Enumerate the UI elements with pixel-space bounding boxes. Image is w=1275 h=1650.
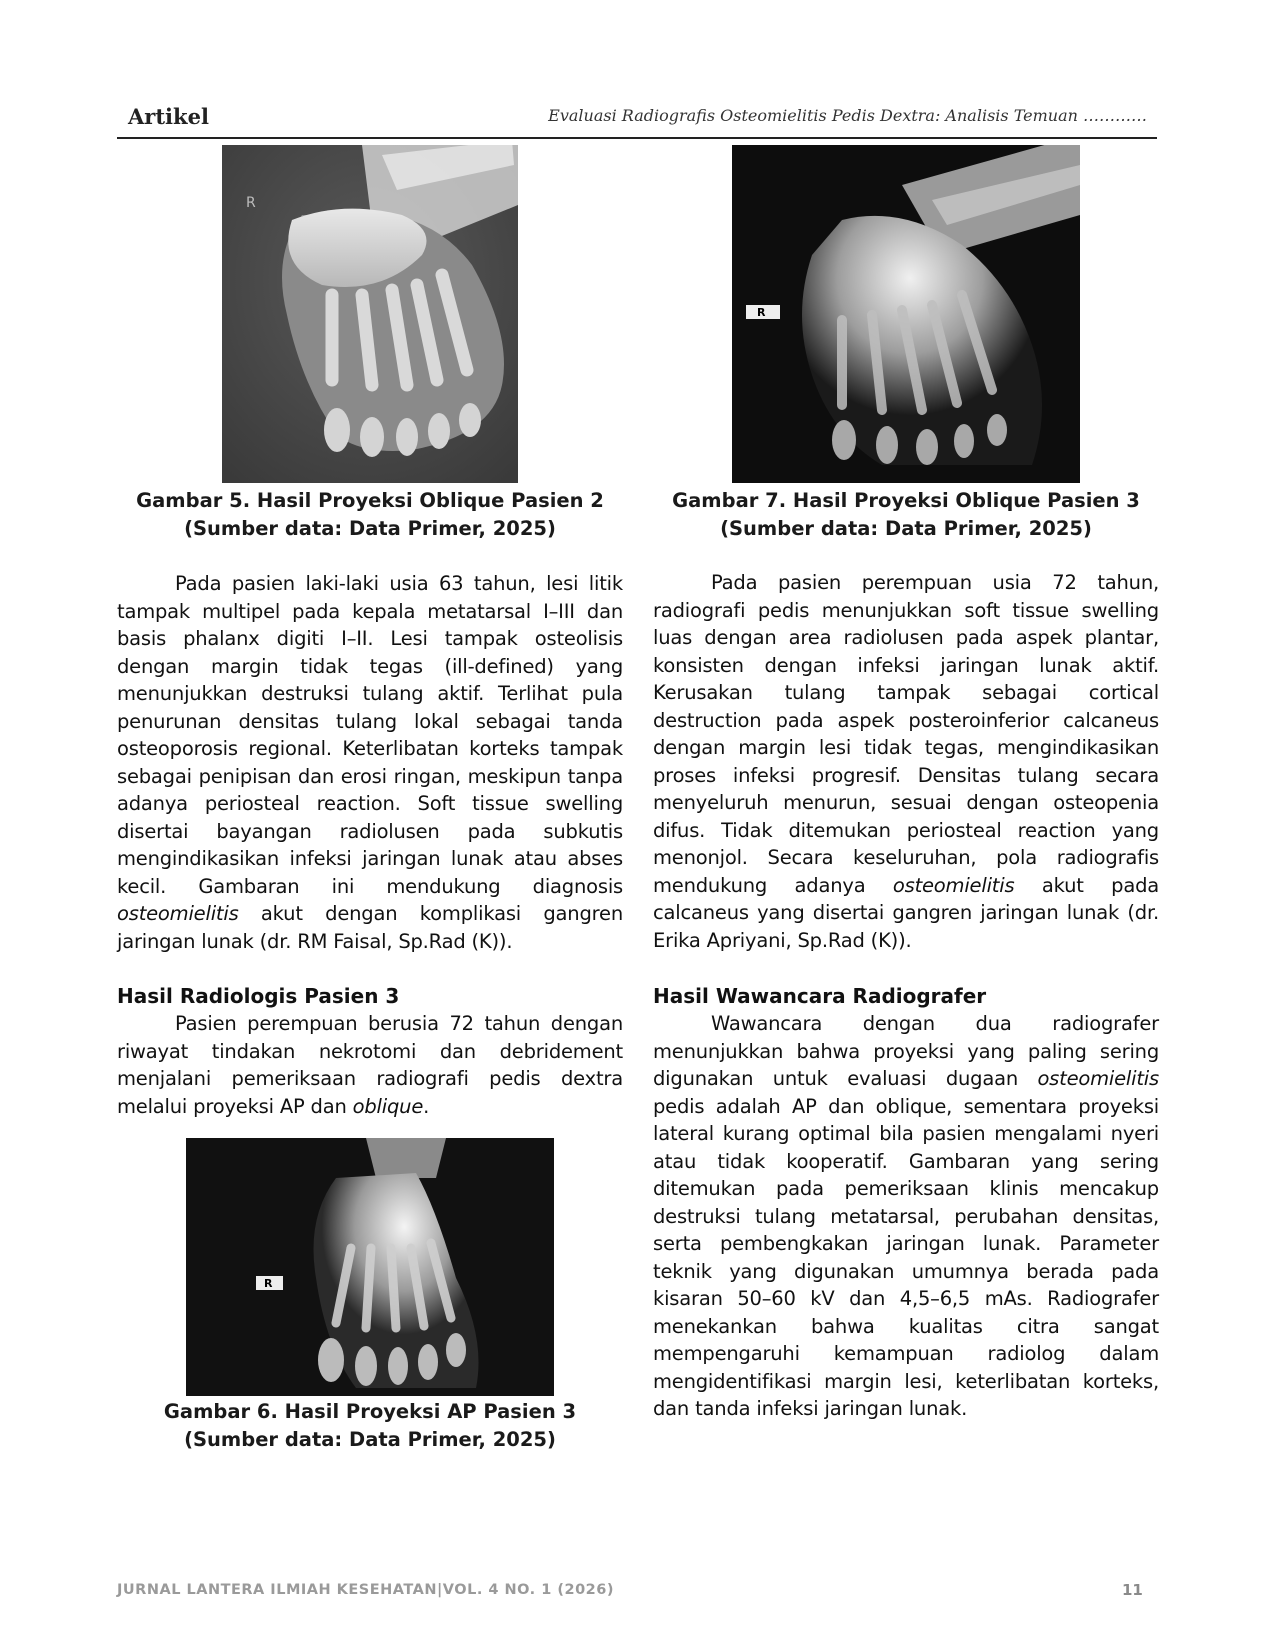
header-divider (117, 137, 1157, 139)
paragraph-radiographer-interview: Wawancara dengan dua radiografer menunjukkan bahwa proyeksi yang paling sering digunakan untuk evaluasi dugaan osteomielitis pedis adalah AP dan oblique, sementara proyeksi lateral kurang optimal bila pasien mengalami nyeri atau tidak kooperatif. Gambaran yang sering ditemukan pada pemeriksaan klinis mencakup destruksi tulang metatarsal, perubahan densitas, serta pembengkakan jaringan lunak. Parameter teknik yang digunakan umumnya berada pada kisaran 50–60 kV dan 4,5–6,5 mAs. Radiografer menekankan bahwa kualitas citra sangat mempengaruhi kemampuan radiolog dalam mengidentifikasi margin lesi, keterlibatan korteks, dan tanda infeksi jaringan lunak. (653, 1012, 1159, 1420)
paragraph-patient-3-intro: Pasien perempuan berusia 72 tahun dengan riwayat tindakan nekrotomi dan debridement menjalani pemeriksaan radiografi pedis dextra melalui proyeksi AP dan oblique. (117, 1012, 623, 1118)
figure-6-caption-title: Gambar 6. Hasil Proyeksi AP Pasien 3 (163, 1400, 577, 1423)
section-heading-patient-3: Hasil Radiologis Pasien 3 (117, 984, 400, 1008)
figure-7-xray-image (732, 145, 1080, 483)
figure-5-side-marker: R (246, 195, 256, 211)
figure-7-caption-source: (Sumber data: Data Primer, 2025) (720, 517, 1092, 540)
figure-7-caption (653, 487, 1159, 543)
right-column (653, 145, 1159, 1423)
left-column (117, 145, 623, 1454)
figure-5-caption-source: (Sumber data: Data Primer, 2025) (184, 517, 556, 540)
footer-journal-info: JURNAL LANTERA ILMIAH KESEHATAN|VOL. 4 NO. 1 (2026) (117, 1582, 614, 1598)
figure-6-caption (117, 1398, 623, 1454)
right-paragraph-patient-3: Pada pasien perempuan usia 72 tahun, radiografi pedis menunjukkan soft tissue swelling luas dengan area radiolusen pada aspek plantar, konsisten dengan infeksi jaringan lunak aktif. Kerusakan tulang tampak sebagai cortical destruction pada aspek posteroinferior calcaneus dengan margin lesi tidak tegas, mengindikasikan proses infeksi progresif. Densitas tulang secara menyeluruh menurun, sesuai dengan osteopenia difus. Tidak ditemukan periosteal reaction yang menonjol. Secara keseluruhan, pola radiografis mendukung adanya osteomielitis akut pada calcaneus yang disertai gangren jaringan lunak (dr. Erika Apriyani, Sp.Rad (K)). (653, 571, 1159, 952)
header-running-title: Evaluasi Radiografis Osteomielitis Pedis Dextra: Analisis Temuan ………… (548, 106, 1147, 125)
figure-6-side-marker: R (264, 1277, 273, 1290)
figure-5-xray-image (222, 145, 518, 483)
section-heading-radiographer-interview: Hasil Wawancara Radiografer (653, 984, 987, 1008)
left-paragraph-patient-2: Pada pasien laki-laki usia 63 tahun, lesi litik tampak multipel pada kepala metatarsal I–III dan basis phalanx digiti I–II. Lesi tampak osteolisis dengan margin tidak tegas (ill-defined) yang menunjukkan destruksi tulang aktif. Terlihat pula penurunan densitas tulang lokal sebagai tanda osteoporosis regional. Keterlibatan korteks tampak sebagai penipisan dan erosi ringan, meskipun tanpa adanya periosteal reaction. Soft tissue swelling disertai bayangan radiolusen pada subkutis mengindikasikan infeksi jaringan lunak atau abses kecil. Gambaran ini mendukung diagnosis osteomielitis akut dengan komplikasi gangren jaringan lunak (dr. RM Faisal, Sp.Rad (K)). (117, 572, 623, 953)
figure-5-caption-title: Gambar 5. Hasil Proyeksi Oblique Pasien 2 (136, 489, 604, 512)
figure-7-side-marker: R (757, 306, 766, 319)
figure-5-caption (117, 487, 623, 543)
figure-6-caption-source: (Sumber data: Data Primer, 2025) (184, 1428, 556, 1451)
footer-page-number: 11 (1122, 1581, 1143, 1599)
header-section-label: Artikel (128, 104, 209, 129)
figure-7-caption-title: Gambar 7. Hasil Proyeksi Oblique Pasien 3 (672, 489, 1140, 512)
figure-6-xray-image (186, 1138, 554, 1396)
